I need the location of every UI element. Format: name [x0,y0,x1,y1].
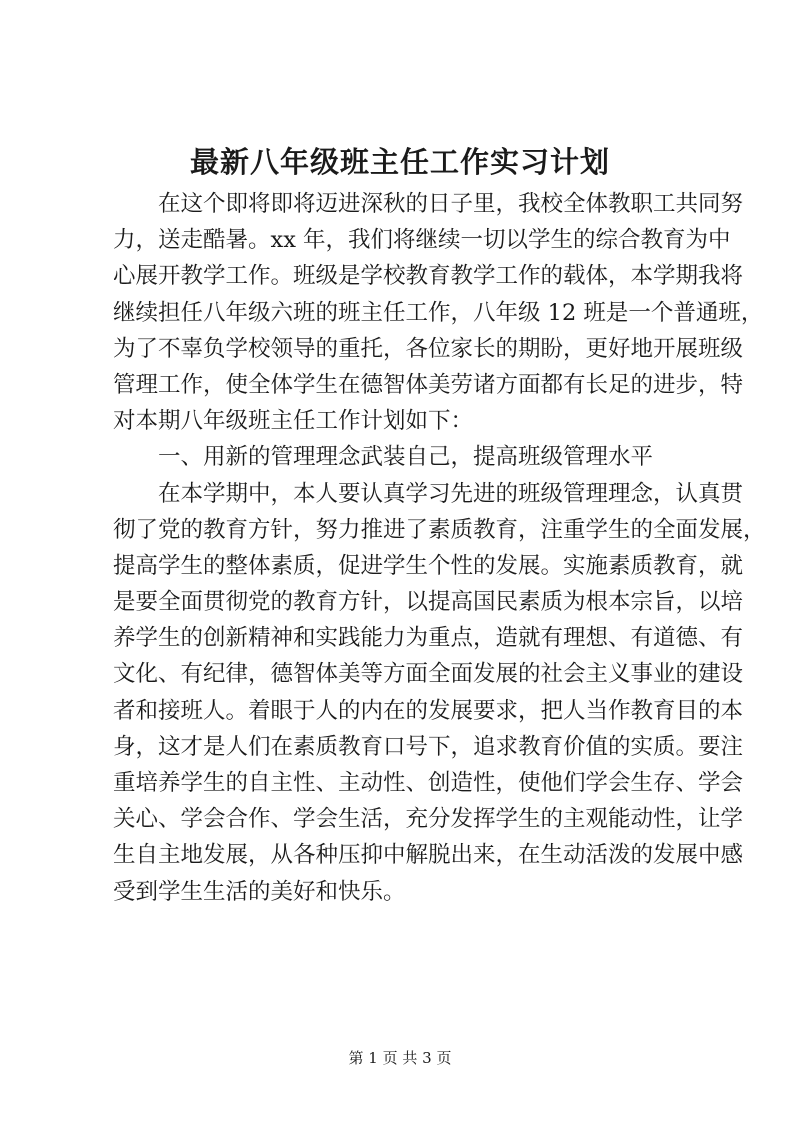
document-title: 最新八年级班主任工作实习计划 [189,145,610,179]
section-heading [113,439,687,475]
paragraph-line: 者和接班人。着眼于人的内在的发展要求，把人当作教育目的本 [113,697,744,724]
paragraph-line: 生自主地发展，从各种压抑中解脱出来，在生动活泼的发展中感 [113,842,744,869]
paragraph-line: 受到学生生活的美好和快乐。 [113,878,406,905]
paragraph-intro [113,186,764,439]
paragraph-line: 继续担任八年级六班的班主任工作，八年级 12 班是一个普通班， [113,299,764,326]
paragraph-line: 为了不辜负学校领导的重托，各位家长的期盼，更好地开展班级 [113,335,744,362]
paragraph-line: 在这个即将即将迈进深秋的日子里，我校全体教职工共同努 [158,191,744,217]
paragraph-line: 身，这才是人们在素质教育口号下，追求教育价值的实质。要注 [113,733,744,760]
paragraph-line: 关心、学会合作、学会生活，充分发挥学生的主观能动性，让学 [113,806,744,833]
paragraph-line: 力，送走酷暑。xx 年，我们将继续一切以学生的综合教育为中 [113,227,731,254]
paragraph-line: 管理工作，使全体学生在德智体美劳诸方面都有长足的进步，特 [113,371,744,398]
paragraph-line: 提高学生的整体素质，促进学生个性的发展。实施素质教育，就 [113,552,744,579]
paragraph-line: 心展开教学工作。班级是学校教育教学工作的载体，本学期我将 [113,263,744,290]
paragraph-line: 在本学期中，本人要认真学习先进的班级管理理念，认真贯 [158,480,744,507]
paragraph-line: 彻了党的教育方针，努力推进了素质教育，注重学生的全面发展， [113,516,766,543]
paragraph-section-one [113,476,766,910]
document-body [113,186,766,910]
paragraph-line: 文化、有纪律，德智体美等方面全面发展的社会主义事业的建设 [113,661,744,688]
paragraph-line: 养学生的创新精神和实践能力为重点，造就有理想、有道德、有 [113,625,744,652]
page-number-footer: 第 1 页 共 3 页 [348,1049,452,1067]
paragraph-line: 重培养学生的自主性、主动性、创造性，使他们学会生存、学会 [113,770,744,796]
paragraph-line: 是要全面贯彻党的教育方针，以提高国民素质为根本宗旨，以培 [113,589,744,616]
paragraph-line: 对本期八年级班主任工作计划如下： [113,408,474,435]
section-heading-text: 一、用新的管理理念武装自己，提高班级管理水平 [158,444,654,471]
